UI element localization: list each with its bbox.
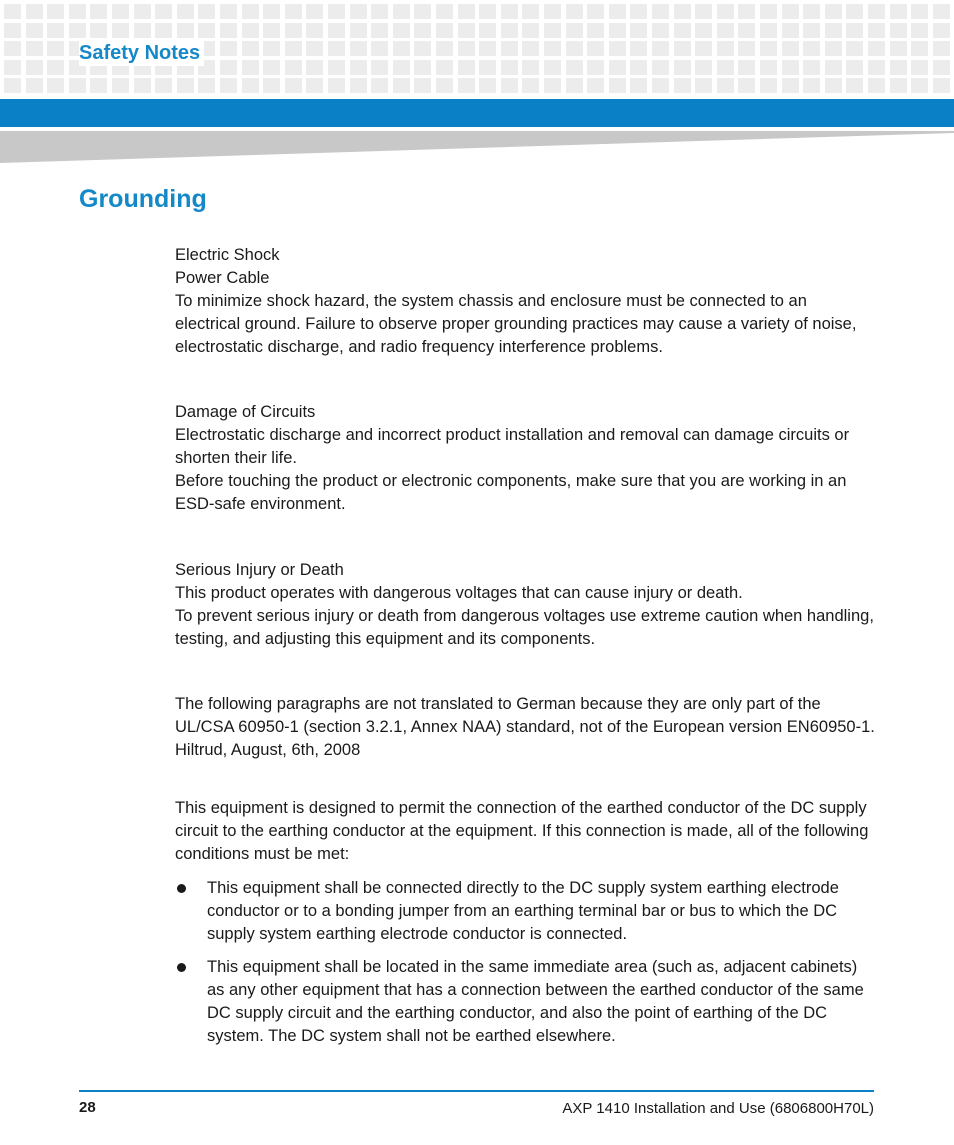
pattern-cell <box>198 23 215 38</box>
note-heading: Electric Shock <box>175 246 280 264</box>
pattern-cell <box>328 41 345 56</box>
pattern-cell <box>393 41 410 56</box>
pattern-cell <box>566 23 583 38</box>
pattern-cell <box>306 23 323 38</box>
pattern-cell <box>328 78 345 93</box>
pattern-cell <box>911 78 928 93</box>
pattern-cell <box>90 4 107 19</box>
bullet-dot-icon <box>177 884 186 893</box>
pattern-cell <box>350 78 367 93</box>
pattern-cell <box>933 60 950 75</box>
pattern-cell <box>522 4 539 19</box>
pattern-cell <box>436 78 453 93</box>
pattern-cell <box>134 23 151 38</box>
pattern-cell <box>26 78 43 93</box>
pattern-cell <box>933 78 950 93</box>
note-electric-shock <box>175 244 875 359</box>
pattern-cell <box>414 23 431 38</box>
pattern-cell <box>436 4 453 19</box>
pattern-cell <box>738 78 755 93</box>
pattern-cell <box>198 4 215 19</box>
pattern-cell <box>695 41 712 56</box>
pattern-cell <box>263 60 280 75</box>
pattern-cell <box>285 23 302 38</box>
pattern-cell <box>306 60 323 75</box>
intro-paragraph: This equipment is designed to permit the connection of the earthed conductor of the DC supply circuit to the earthing conductor at the equipment. If this connection is made, all of the following conditions must be met: <box>175 799 869 863</box>
pattern-cell <box>501 23 518 38</box>
pattern-cell <box>479 41 496 56</box>
pattern-cell <box>846 23 863 38</box>
pattern-cell <box>674 78 691 93</box>
header-band <box>0 99 954 127</box>
note-heading: Damage of Circuits <box>175 403 316 421</box>
list-item-text: This equipment shall be located in the same immediate area (such as, adjacent cabinets) as any other equipment that has a connection between the earthed conductor of the same DC supply circuit and the earthing conductor, and also the point of earthing of the DC system. The DC system shall not be earthed elsewhere. <box>207 958 864 1045</box>
pattern-cell <box>782 78 799 93</box>
pattern-cell <box>760 78 777 93</box>
pattern-cell <box>26 23 43 38</box>
pattern-cell <box>47 4 64 19</box>
note-text: Before touching the product or electronic components, make sure that you are working in an ESD-safe environment. <box>175 472 847 513</box>
pattern-cell <box>544 4 561 19</box>
footer-rule <box>79 1090 874 1092</box>
pattern-cell <box>695 78 712 93</box>
pattern-cell <box>306 78 323 93</box>
pattern-cell <box>587 78 604 93</box>
section-label: Safety Notes <box>79 40 204 66</box>
note-subheading: Power Cable <box>175 269 270 287</box>
list-item-text: This equipment shall be connected directly to the DC supply system earthing electrode conductor or to a bonding jumper from an earthing terminal bar or bus to which the DC supply system earthing electrode conductor is connected. <box>207 879 839 943</box>
pattern-cell <box>890 41 907 56</box>
pattern-cell <box>26 4 43 19</box>
body-content <box>175 244 875 1058</box>
list-item <box>175 956 875 1048</box>
pattern-cell <box>371 60 388 75</box>
pattern-cell <box>544 60 561 75</box>
note-text: Electrostatic discharge and incorrect product installation and removal can damage circuits or shorten their life. <box>175 426 850 467</box>
pattern-cell <box>393 60 410 75</box>
pattern-cell <box>738 4 755 19</box>
pattern-cell <box>717 4 734 19</box>
pattern-cell <box>868 4 885 19</box>
pattern-cell <box>177 78 194 93</box>
pattern-cell <box>285 41 302 56</box>
pattern-cell <box>4 41 21 56</box>
pattern-cell <box>782 60 799 75</box>
pattern-cell <box>112 78 129 93</box>
pattern-cell <box>803 60 820 75</box>
pattern-cell <box>652 41 669 56</box>
pattern-cell <box>393 78 410 93</box>
list-item <box>175 877 875 946</box>
conditions-list <box>175 877 875 1048</box>
pattern-cell <box>846 41 863 56</box>
pattern-cell <box>868 23 885 38</box>
pattern-cell <box>479 4 496 19</box>
note-serious-injury <box>175 559 875 651</box>
pattern-cell <box>285 60 302 75</box>
pattern-cell <box>458 78 475 93</box>
pattern-cell <box>890 4 907 19</box>
pattern-cell <box>544 23 561 38</box>
pattern-cell <box>760 60 777 75</box>
pattern-cell <box>717 23 734 38</box>
pattern-cell <box>47 60 64 75</box>
pattern-cell <box>220 41 237 56</box>
pattern-cell <box>47 78 64 93</box>
pattern-cell <box>803 23 820 38</box>
pattern-cell <box>846 78 863 93</box>
pattern-cell <box>609 78 626 93</box>
pattern-cell <box>630 60 647 75</box>
header-wedge <box>0 131 954 163</box>
pattern-cell <box>371 4 388 19</box>
pattern-cell <box>587 60 604 75</box>
pattern-cell <box>436 23 453 38</box>
pattern-cell <box>177 4 194 19</box>
pattern-cell <box>587 23 604 38</box>
note-text: This product operates with dangerous voltages that can cause injury or death. <box>175 584 743 602</box>
pattern-cell <box>868 60 885 75</box>
pattern-cell <box>933 4 950 19</box>
pattern-cell <box>695 60 712 75</box>
pattern-cell <box>242 41 259 56</box>
pattern-cell <box>890 78 907 93</box>
pattern-cell <box>695 23 712 38</box>
pattern-cell <box>155 23 172 38</box>
pattern-cell <box>630 4 647 19</box>
pattern-cell <box>760 4 777 19</box>
pattern-cell <box>760 41 777 56</box>
pattern-cell <box>220 23 237 38</box>
pattern-cell <box>26 41 43 56</box>
pattern-cell <box>458 41 475 56</box>
pattern-cell <box>652 23 669 38</box>
note-heading: Serious Injury or Death <box>175 561 344 579</box>
pattern-cell <box>220 78 237 93</box>
pattern-cell <box>566 78 583 93</box>
pattern-cell <box>414 41 431 56</box>
pattern-cell <box>501 60 518 75</box>
pattern-cell <box>47 23 64 38</box>
pattern-cell <box>674 23 691 38</box>
pattern-cell <box>4 23 21 38</box>
pattern-cell <box>371 78 388 93</box>
pattern-cell <box>242 78 259 93</box>
pattern-cell <box>4 78 21 93</box>
pattern-cell <box>609 60 626 75</box>
pattern-cell <box>90 78 107 93</box>
pattern-cell <box>522 41 539 56</box>
pattern-cell <box>285 78 302 93</box>
pattern-cell <box>652 78 669 93</box>
pattern-cell <box>47 41 64 56</box>
pattern-cell <box>544 41 561 56</box>
pattern-cell <box>825 78 842 93</box>
pattern-cell <box>825 23 842 38</box>
pattern-cell <box>674 60 691 75</box>
pattern-cell <box>738 23 755 38</box>
pattern-cell <box>458 23 475 38</box>
pattern-cell <box>501 78 518 93</box>
pattern-cell <box>825 41 842 56</box>
pattern-cell <box>890 23 907 38</box>
pattern-cell <box>328 4 345 19</box>
pattern-cell <box>69 78 86 93</box>
pattern-cell <box>198 78 215 93</box>
pattern-cell <box>609 41 626 56</box>
pattern-cell <box>782 23 799 38</box>
pattern-cell <box>587 41 604 56</box>
pattern-cell <box>674 4 691 19</box>
pattern-cell <box>674 41 691 56</box>
pattern-cell <box>868 78 885 93</box>
pattern-cell <box>458 4 475 19</box>
pattern-cell <box>393 23 410 38</box>
pattern-cell <box>630 23 647 38</box>
pattern-cell <box>479 78 496 93</box>
pattern-cell <box>911 41 928 56</box>
pattern-cell <box>350 60 367 75</box>
pattern-cell <box>803 78 820 93</box>
pattern-cell <box>242 4 259 19</box>
pattern-cell <box>846 60 863 75</box>
pattern-cell <box>803 4 820 19</box>
pattern-cell <box>522 60 539 75</box>
pattern-cell <box>911 4 928 19</box>
pattern-cell <box>760 23 777 38</box>
pattern-cell <box>933 41 950 56</box>
pattern-cell <box>652 60 669 75</box>
pattern-cell <box>652 4 669 19</box>
pattern-cell <box>933 23 950 38</box>
pattern-cell <box>26 60 43 75</box>
pattern-cell <box>522 23 539 38</box>
note-damage-of-circuits <box>175 401 875 516</box>
pattern-cell <box>911 23 928 38</box>
pattern-cell <box>69 23 86 38</box>
pattern-cell <box>393 4 410 19</box>
pattern-cell <box>4 60 21 75</box>
pattern-cell <box>414 78 431 93</box>
pattern-cell <box>306 41 323 56</box>
pattern-cell <box>414 4 431 19</box>
page-number: 28 <box>79 1099 96 1116</box>
pattern-cell <box>436 60 453 75</box>
pattern-cell <box>414 60 431 75</box>
pattern-cell <box>630 41 647 56</box>
bullet-dot-icon <box>177 963 186 972</box>
pattern-cell <box>263 4 280 19</box>
pattern-cell <box>717 41 734 56</box>
pattern-cell <box>371 41 388 56</box>
note-text: To prevent serious injury or death from dangerous voltages use extreme caution when handling, testing, and adjusting this equipment and its components. <box>175 607 874 648</box>
pattern-cell <box>501 41 518 56</box>
pattern-cell <box>350 41 367 56</box>
pattern-cell <box>609 23 626 38</box>
pattern-cell <box>328 23 345 38</box>
page-title: Grounding <box>79 185 207 213</box>
pattern-cell <box>155 78 172 93</box>
pattern-cell <box>738 60 755 75</box>
pattern-cell <box>738 41 755 56</box>
pattern-cell <box>263 23 280 38</box>
pattern-cell <box>90 23 107 38</box>
pattern-cell <box>155 4 172 19</box>
pattern-cell <box>911 60 928 75</box>
pattern-cell <box>112 23 129 38</box>
pattern-cell <box>134 78 151 93</box>
pattern-cell <box>609 4 626 19</box>
pattern-cell <box>522 78 539 93</box>
translation-note <box>175 693 875 762</box>
pattern-cell <box>177 23 194 38</box>
pattern-cell <box>630 78 647 93</box>
pattern-cell <box>846 4 863 19</box>
pattern-cell <box>782 4 799 19</box>
pattern-cell <box>371 23 388 38</box>
pattern-cell <box>4 4 21 19</box>
pattern-cell <box>306 4 323 19</box>
pattern-cell <box>890 60 907 75</box>
pattern-cell <box>566 60 583 75</box>
pattern-cell <box>803 41 820 56</box>
pattern-cell <box>242 23 259 38</box>
pattern-cell <box>566 4 583 19</box>
pattern-cell <box>328 60 345 75</box>
pattern-cell <box>112 4 129 19</box>
pattern-cell <box>479 23 496 38</box>
pattern-cell <box>458 60 475 75</box>
pattern-cell <box>717 78 734 93</box>
pattern-cell <box>242 60 259 75</box>
pattern-cell <box>479 60 496 75</box>
pattern-cell <box>69 4 86 19</box>
pattern-cell <box>350 23 367 38</box>
pattern-cell <box>825 4 842 19</box>
pattern-cell <box>566 41 583 56</box>
pattern-cell <box>350 4 367 19</box>
pattern-cell <box>825 60 842 75</box>
pattern-cell <box>717 60 734 75</box>
paragraph: The following paragraphs are not translated to German because they are only part of the UL/CSA 60950-1 (section 3.2.1, Annex NAA) standard, not of the European version EN60950-1. Hiltrud, August, 6th, 2008 <box>175 695 875 759</box>
pattern-cell <box>263 41 280 56</box>
pattern-cell <box>436 41 453 56</box>
pattern-cell <box>695 4 712 19</box>
note-text: To minimize shock hazard, the system chassis and enclosure must be connected to an electrical ground. Failure to observe proper grounding practices may cause a variety of noise, electrostatic discharge, and radio frequency interference problems. <box>175 292 857 356</box>
pattern-cell <box>220 4 237 19</box>
pattern-cell <box>263 78 280 93</box>
pattern-cell <box>134 4 151 19</box>
pattern-cell <box>782 41 799 56</box>
document-title: AXP 1410 Installation and Use (6806800H70L) <box>562 1100 874 1117</box>
pattern-cell <box>544 78 561 93</box>
pattern-cell <box>587 4 604 19</box>
pattern-cell <box>285 4 302 19</box>
pattern-cell <box>220 60 237 75</box>
pattern-cell <box>501 4 518 19</box>
pattern-cell <box>868 41 885 56</box>
